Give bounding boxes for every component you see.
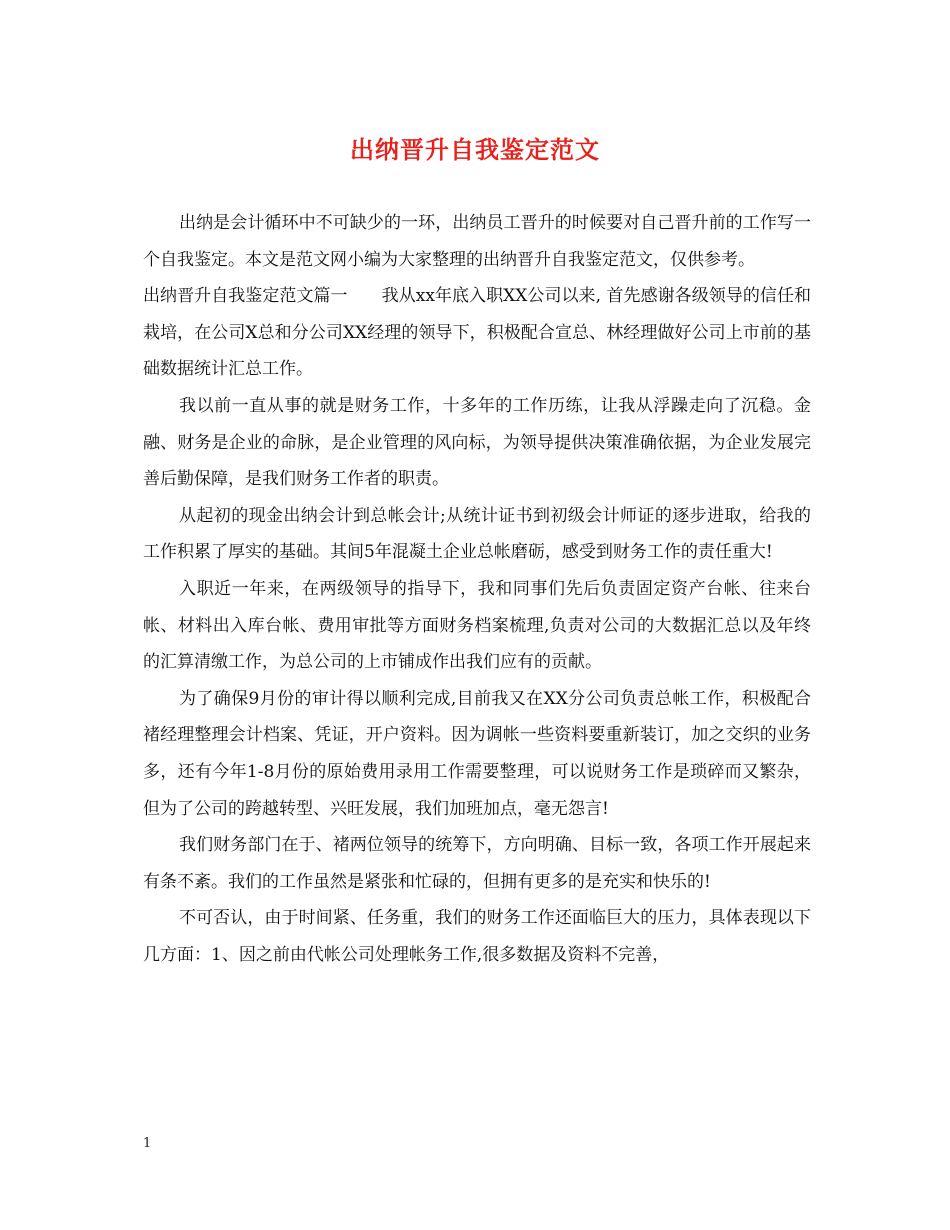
document-title: 出纳晋升自我鉴定范文 [350, 135, 600, 164]
body-paragraph: 我以前一直从事的就是财务工作，十多年的工作历练，让我从浮躁走向了沉稳。金融、财务是企业的命脉，是企业管理的风向标，为领导提供决策准确依据，为企业发展完善后勤保障，是我们财务工作者的职责。 [143, 395, 811, 490]
section-first-text: 我从xx年底入职XX公司以来, 首先感谢各级领导的信任和栽培，在公司X总和分公司XX经理的领导下，积极配合宣总、林经理做好公司上市前的基础数据统计汇总工作。 [143, 286, 812, 380]
section-paragraph [143, 278, 811, 388]
section-heading: 出纳晋升自我鉴定范文篇一 [143, 286, 348, 307]
intro-paragraph: 出纳是会计循环中不可缺少的一环，出纳员工晋升的时候要对自己晋升前的工作写一个自我鉴定。本文是范文网小编为大家整理的出纳晋升自我鉴定范文，仅供参考。 [143, 213, 811, 270]
body-paragraph: 我们财务部门在于、褚两位领导的统筹下，方向明确、目标一致，各项工作开展起来有条不紊。我们的工作虽然是紧张和忙碌的，但拥有更多的是充实和快乐的! [143, 835, 811, 892]
body-paragraph: 不可否认，由于时间紧、任务重，我们的财务工作还面临巨大的压力，具体表现以下几方面：1、因之前由代帐公司处理帐务工作,很多数据及资料不完善， [143, 908, 811, 965]
page-number: 1 [143, 1136, 152, 1151]
body-paragraph: 入职近一年来，在两级领导的指导下，我和同事们先后负责固定资产台帐、往来台帐、材料出入库台帐、费用审批等方面财务档案梳理,负责对公司的大数据汇总以及年终的汇算清缴工作，为总公司的上市铺成作出我们应有的贡献。 [143, 578, 811, 673]
document-body [143, 205, 811, 973]
body-paragraph: 为了确保9月份的审计得以顺利完成,目前我又在XX分公司负责总帐工作，积极配合褚经理整理会计档案、凭证，开户资料。因为调帐一些资料要重新装订，加之交织的业务多，还有今年1-8月份的原始费用录用工作需要整理，可以说财务工作是琐碎而又繁杂，但为了公司的跨越转型、兴旺发展，我们加班加点，毫无怨言! [143, 688, 811, 819]
body-paragraph: 从起初的现金出纳会计到总帐会计;从统计证书到初级会计师证的逐步进取，给我的工作积累了厚实的基础。其间5年混凝土企业总帐磨砺，感受到财务工作的责任重大! [143, 505, 811, 563]
